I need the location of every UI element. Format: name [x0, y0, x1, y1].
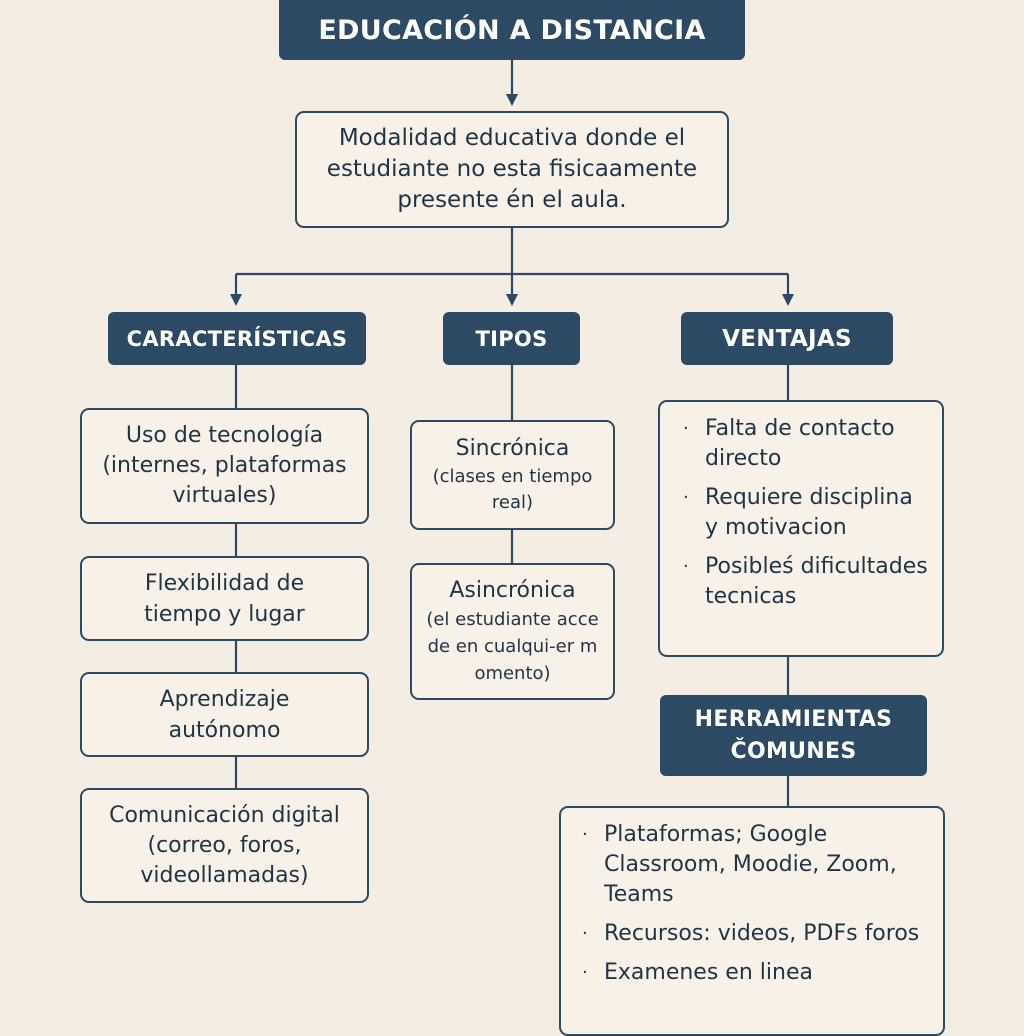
tipos-header: [443, 312, 580, 365]
caracteristicas-item-text: Comunicación digital (correo, foros, videollamadas): [109, 802, 340, 888]
herramientas-item-text: Plataformas; Google Classroom, Moodie, Zoom, Teams: [604, 822, 897, 907]
ventajas-label: VENTAJAS: [722, 325, 852, 352]
ventajas-item: [683, 414, 928, 474]
herramientas-item: [582, 919, 929, 949]
herramientas-label: HERRAMIENTAS ČOMUNES: [694, 706, 893, 764]
herramientas-item: [582, 958, 929, 988]
herramientas-list: [582, 820, 929, 988]
caracteristicas-item-text: Flexibilidad de tiempo y lugar: [144, 570, 305, 627]
title-text: EDUCACIÓN A DISTANCIA: [318, 14, 706, 46]
tipos-item: [410, 420, 615, 530]
caracteristicas-item: [80, 788, 369, 903]
ventajas-list-box: [658, 400, 944, 657]
caracteristicas-item-text: Uso de tecnología (internes, plataformas virtuales): [102, 423, 347, 508]
herramientas-item-text: Examenes en linea: [604, 960, 813, 985]
tipos-item-main: Asincrónica: [449, 578, 576, 603]
ventajas-list: [683, 414, 928, 612]
herramientas-item-text: Recursos: videos, PDFs foros: [604, 921, 920, 946]
caracteristicas-item: [80, 408, 369, 524]
definition-node: [295, 111, 729, 228]
tipos-item-main: Sincrónica: [455, 436, 570, 461]
ventajas-item-text: Posibleś dificultades tecnicas: [705, 554, 928, 609]
herramientas-item: [582, 820, 929, 910]
ventajas-item-text: Requiere disciplina y motivacion: [705, 485, 913, 540]
ventajas-item-text: Falta de contacto directo: [705, 416, 895, 471]
ventajas-item: [683, 483, 928, 543]
ventajas-item: [683, 552, 928, 612]
tipos-item: [410, 563, 615, 700]
herramientas-list-box: [559, 806, 945, 1036]
caracteristicas-item-text: Aprendizaje autónomo: [159, 686, 290, 743]
bullet-icon: ·: [683, 418, 689, 439]
tipos-label: TIPOS: [475, 326, 548, 351]
ventajas-header: [681, 312, 893, 365]
bullet-icon: ·: [582, 824, 588, 845]
definition-text: Modalidad educativa donde el estudiante no esta fisicaamente presente én el aula.: [326, 125, 698, 213]
bullet-icon: ·: [582, 962, 588, 983]
herramientas-header: [660, 695, 927, 776]
bullet-icon: ·: [683, 487, 689, 508]
caracteristicas-item: [80, 556, 369, 641]
title-node: [279, 0, 745, 60]
caracteristicas-label: CARACTERÍSTICAS: [126, 326, 348, 351]
bullet-icon: ·: [683, 556, 689, 577]
tipos-item-detail: (clases en tiempo real): [432, 466, 593, 513]
caracteristicas-header: [108, 312, 366, 365]
tipos-item-detail: (el estudiante accede en cualqui-er momento): [426, 609, 599, 684]
bullet-icon: ·: [582, 923, 588, 944]
caracteristicas-item: [80, 672, 369, 757]
